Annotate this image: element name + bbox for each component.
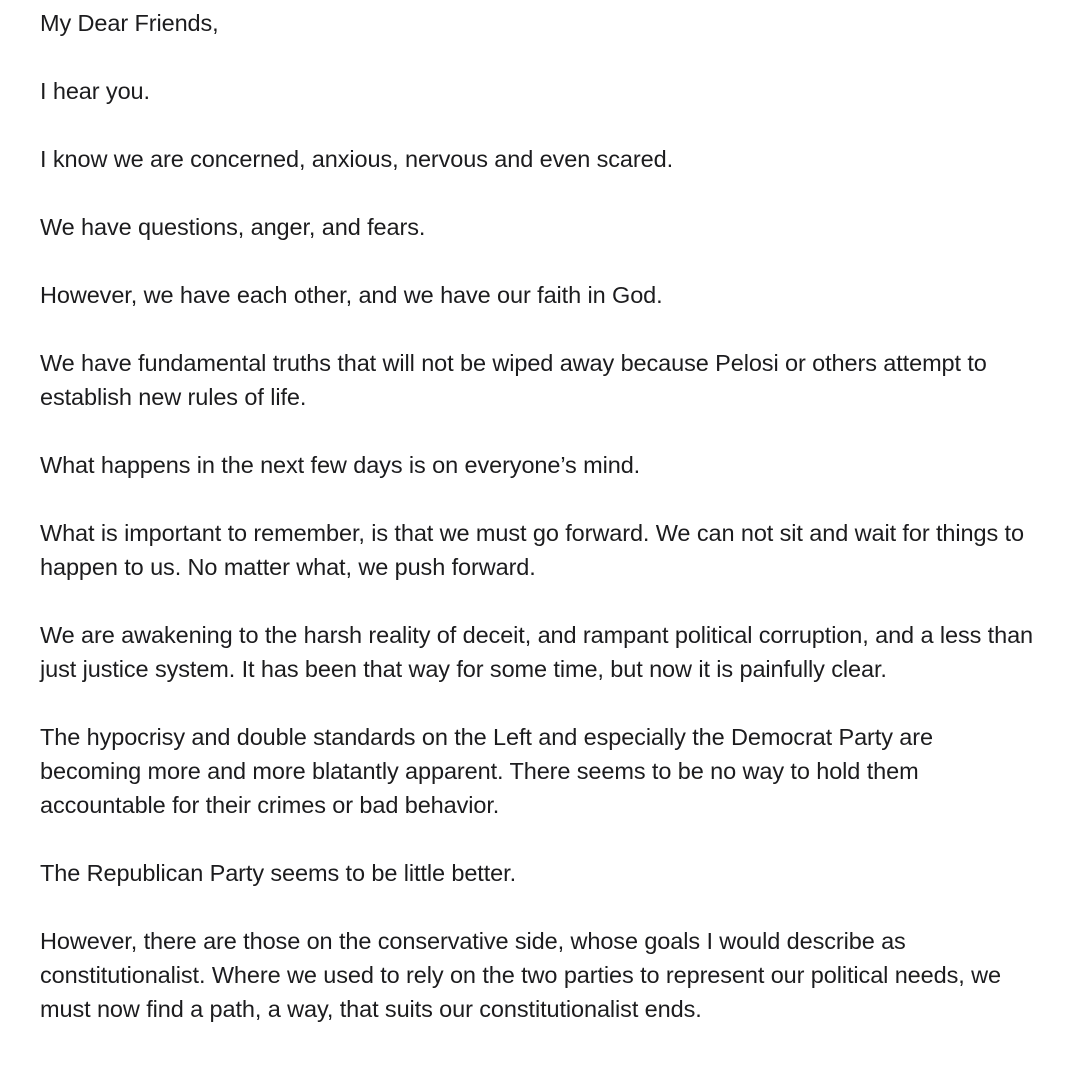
paragraph-3: We have questions, anger, and fears. <box>40 214 426 240</box>
paragraph-5: We have fundamental truths that will not be wiped away because Pelosi or others attempt to establish new rules of life. <box>40 350 987 410</box>
paragraph-8: We are awakening to the harsh reality of deceit, and rampant political corruption, and a less than just justice system. It has been that way for some time, but now it is painfully clear. <box>40 622 1034 682</box>
paragraph-6: What happens in the next few days is on everyone’s mind. <box>40 452 641 478</box>
greeting: My Dear Friends, <box>40 10 219 36</box>
paragraph-10: The Republican Party seems to be little better. <box>40 860 516 886</box>
paragraph-7: What is important to remember, is that we must go forward. We can not sit and wait for things to happen to us. No matter what, we push forward. <box>40 520 1024 580</box>
paragraph-11: However, there are those on the conservative side, whose goals I would describe as constitutionalist. Where we used to rely on the two parties to represent our political needs, we must now find a path, a way, that suits our constitutionalist ends. <box>40 928 1001 1022</box>
paragraph-1: I hear you. <box>40 78 150 104</box>
paragraph-2: I know we are concerned, anxious, nervous and even scared. <box>40 146 673 172</box>
letter-body <box>40 6 1040 1026</box>
paragraph-4: However, we have each other, and we have our faith in God. <box>40 282 663 308</box>
paragraph-9: The hypocrisy and double standards on the Left and especially the Democrat Party are becoming more and more blatantly apparent. There seems to be no way to hold them accountable for their crimes or bad behavior. <box>40 724 933 818</box>
